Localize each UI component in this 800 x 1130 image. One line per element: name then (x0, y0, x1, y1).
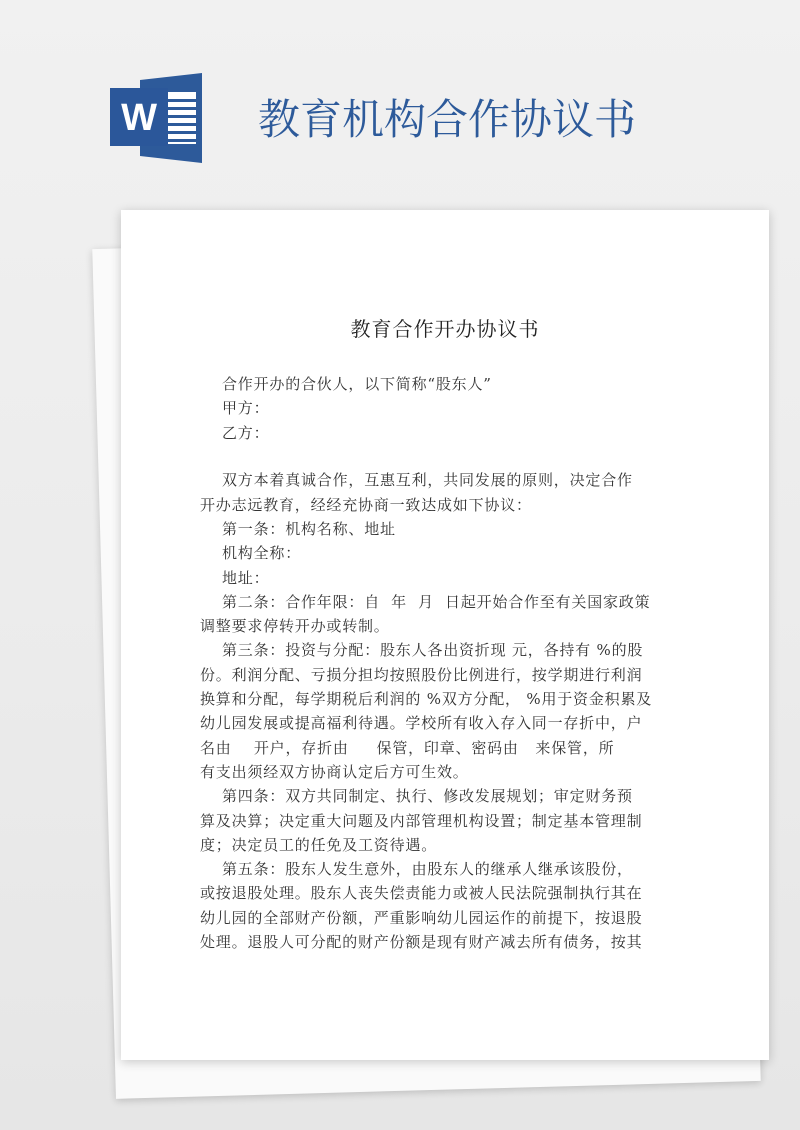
header-title: 教育机构合作协议书 (258, 95, 637, 144)
document-page (121, 210, 769, 1060)
document-line: 幼儿园的全部财产份额，严重影响幼儿园运作的前提下，按退股 (200, 908, 643, 927)
document-line: 第四条：双方共同制定、执行、修改发展规划；审定财务预 (222, 787, 633, 806)
document-line: 有支出须经双方协商认定后方可生效。 (200, 762, 469, 781)
document-line: 第五条：股东人发生意外，由股东人的继承人继承该股份， (222, 860, 633, 879)
document-line: 地址： (222, 568, 270, 587)
document-line: 或按退股处理。股东人丧失偿责能力或被人民法院强制执行其在 (200, 884, 643, 903)
document-line: 换算和分配，每学期税后利润的 %双方分配， %用于资金积累及 (200, 690, 653, 709)
document-line: 份。利润分配、亏损分担均按照股份比例进行，按学期进行利润 (200, 665, 643, 684)
document-line: 算及决算；决定重大问题及内部管理机构设置；制定基本管理制 (200, 811, 643, 830)
document-line: 第二条：合作年限：自 年 月 日起开始合作至有关国家政策 (222, 592, 651, 611)
svg-text:W: W (121, 97, 157, 139)
document-line: 调整要求停转开办或转制。 (200, 617, 390, 636)
document-line: 开办志远教育，经经充协商一致达成如下协议： (200, 495, 532, 514)
document-title: 教育合作开办协议书 (350, 317, 540, 341)
document-line: 甲方： (222, 399, 270, 418)
document-body (200, 372, 653, 954)
paragraph-gap (200, 445, 640, 469)
document-line: 第三条：投资与分配：股东人各出资折现 元，各持有 %的股 (222, 641, 644, 660)
document-line: 名由 开户，存折由 保管，印章、密码由 来保管，所 (200, 738, 615, 757)
word-document-icon (110, 70, 210, 166)
document-line: 度；决定员工的任免及工资待遇。 (200, 835, 438, 854)
document-line: 双方本着真诚合作，互惠互利，共同发展的原则，决定合作 (222, 471, 633, 490)
document-line: 第一条：机构名称、地址 (222, 519, 396, 538)
document-line: 合作开办的合伙人，以下简称“股东人” (222, 375, 492, 393)
document-line: 机构全称： (222, 544, 302, 563)
document-line: 幼儿园发展或提高福利待遇。学校所有收入存入同一存折中，户 (200, 714, 643, 733)
document-line: 处理。退股人可分配的财产份额是现有财产减去所有债务，按其 (200, 933, 643, 952)
document-line: 乙方： (222, 423, 270, 442)
